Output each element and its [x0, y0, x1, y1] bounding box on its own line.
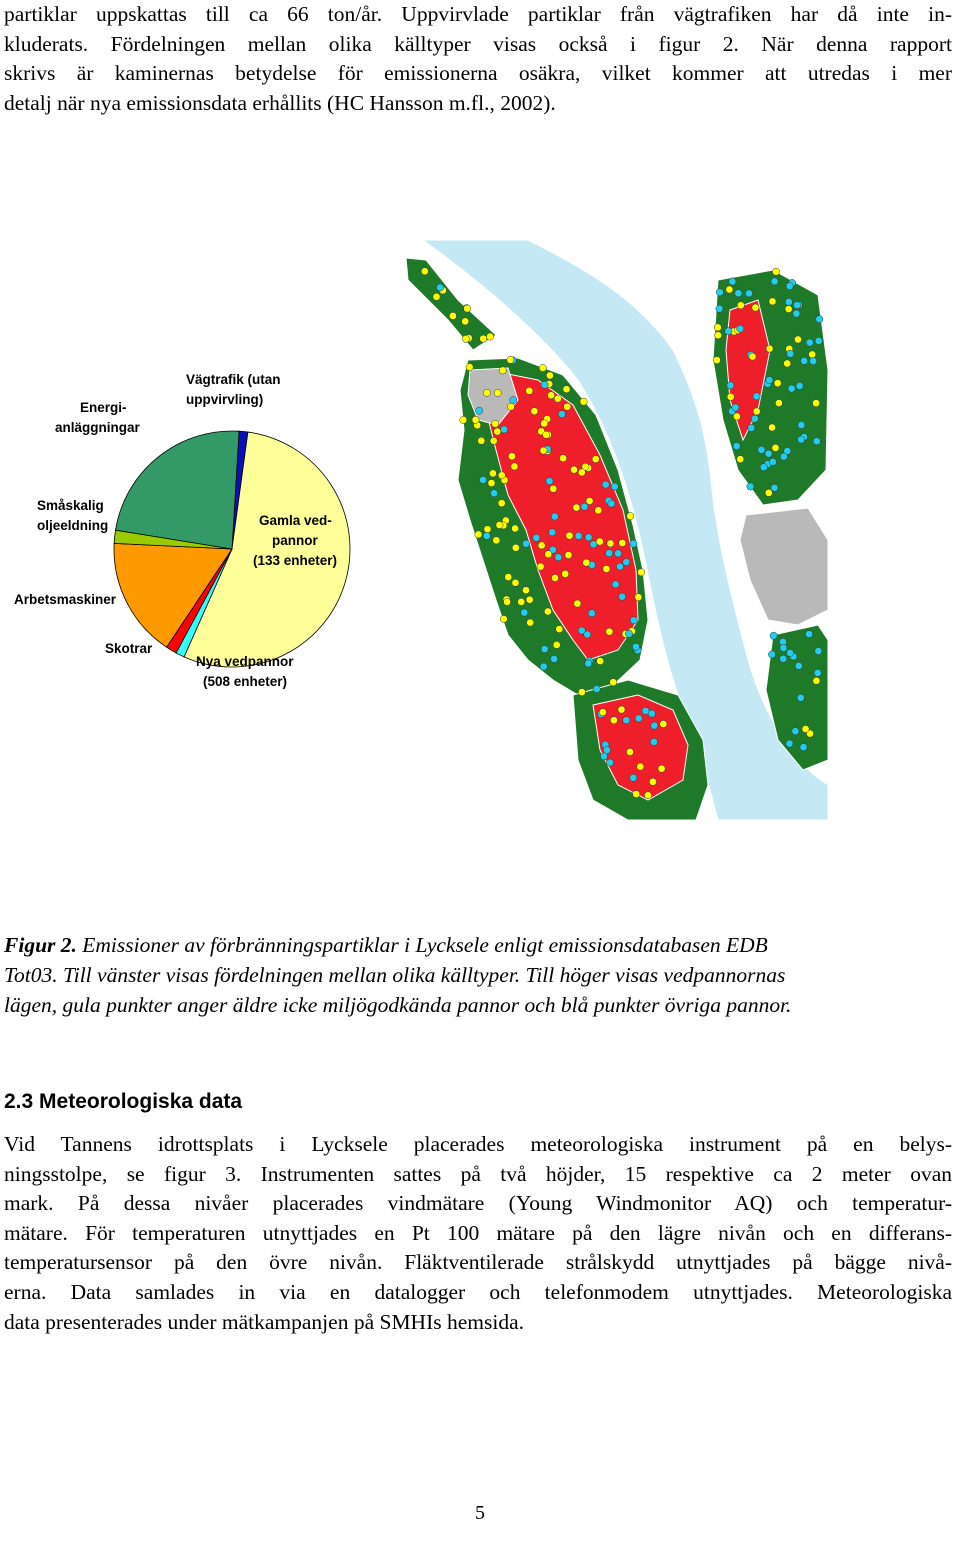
- pie-label-skotrar: [105, 641, 153, 656]
- old-boiler-point: [512, 544, 519, 551]
- new-boiler-point: [798, 421, 805, 428]
- old-boiler-point: [527, 619, 534, 626]
- old-boiler-point: [638, 569, 645, 576]
- page-number: 5: [475, 1502, 485, 1524]
- old-boiler-point: [570, 466, 577, 473]
- old-boiler-point: [494, 389, 501, 396]
- new-boiler-point: [551, 655, 558, 662]
- figure-label: Figur 2.: [4, 933, 77, 957]
- new-boiler-point: [786, 740, 793, 747]
- body-line: data presenterades under mätkampanjen på SMHIs hemsida.: [4, 1309, 525, 1334]
- new-boiler-point: [585, 660, 592, 667]
- new-boiler-point: [800, 744, 807, 751]
- pie-chart: [0, 360, 370, 700]
- old-boiler-point: [460, 416, 467, 423]
- old-boiler-point: [566, 532, 573, 539]
- new-boiler-point: [491, 490, 498, 497]
- pie-label-line: Vägtrafik (utan: [186, 372, 281, 387]
- section-paragraph: [4, 1130, 952, 1337]
- old-boiler-point: [518, 598, 525, 605]
- old-boiler-point: [775, 400, 782, 407]
- new-boiler-point: [521, 609, 528, 616]
- lycksele-map: [378, 240, 828, 820]
- old-boiler-point: [462, 318, 469, 325]
- new-boiler-point: [585, 534, 592, 541]
- new-boiler-point: [603, 747, 610, 754]
- pie-label-smaskalig: [37, 498, 108, 533]
- intro-line: partiklar uppskattas till ca 66 ton/år. Uppvirvlade partiklar från vägtrafiken har då inte in-: [4, 2, 952, 26]
- new-boiler-point: [650, 738, 657, 745]
- pie-label-line: pannor: [272, 533, 318, 548]
- new-boiler-point: [815, 337, 822, 344]
- old-boiler-point: [595, 507, 602, 514]
- body-line: temperatursensor på den övre nivån. Fläktventilerade strålskydd utnyttjades på bägge nivå-: [4, 1250, 952, 1275]
- old-boiler-point: [772, 444, 779, 451]
- pie-label-line: (133 enheter): [253, 553, 338, 568]
- new-boiler-point: [593, 685, 600, 692]
- old-boiler-point: [508, 453, 515, 460]
- intro-paragraph: [4, 0, 952, 118]
- new-boiler-point: [792, 728, 799, 735]
- old-boiler-point: [592, 456, 599, 463]
- old-boiler-point: [769, 298, 776, 305]
- old-boiler-point: [610, 679, 617, 686]
- old-boiler-point: [574, 600, 581, 607]
- new-boiler-point: [797, 694, 804, 701]
- new-boiler-point: [602, 481, 609, 488]
- old-boiler-point: [483, 389, 490, 396]
- new-boiler-point: [437, 284, 444, 291]
- new-boiler-point: [794, 302, 801, 309]
- old-boiler-point: [580, 398, 587, 405]
- new-boiler-point: [612, 581, 619, 588]
- old-boiler-point: [478, 437, 485, 444]
- new-boiler-point: [813, 438, 820, 445]
- old-boiler-point: [737, 456, 744, 463]
- new-boiler-point: [815, 648, 822, 655]
- old-boiler-point: [794, 336, 801, 343]
- new-boiler-point: [766, 376, 773, 383]
- new-boiler-point: [606, 759, 613, 766]
- new-boiler-point: [747, 483, 754, 490]
- old-boiler-point: [578, 689, 585, 696]
- old-boiler-point: [498, 500, 505, 507]
- new-boiler-point: [611, 483, 618, 490]
- old-boiler-point: [537, 563, 544, 570]
- old-boiler-point: [560, 455, 567, 462]
- old-boiler-point: [637, 763, 644, 770]
- new-boiler-point: [558, 411, 565, 418]
- old-boiler-point: [769, 424, 776, 431]
- old-boiler-point: [489, 470, 496, 477]
- new-boiler-point: [801, 357, 808, 364]
- new-boiler-point: [716, 289, 723, 296]
- new-boiler-point: [769, 458, 776, 465]
- old-boiler-point: [603, 565, 610, 572]
- new-boiler-point: [480, 476, 487, 483]
- new-boiler-point: [727, 382, 734, 389]
- new-boiler-point: [510, 397, 517, 404]
- old-boiler-point: [433, 293, 440, 300]
- old-boiler-point: [512, 525, 519, 532]
- new-boiler-point: [806, 631, 813, 638]
- old-boiler-point: [512, 579, 519, 586]
- section-heading: 2.3 Meteorologiska data: [4, 1090, 243, 1113]
- old-boiler-point: [597, 658, 604, 665]
- old-boiler-point: [496, 521, 503, 528]
- old-boiler-point: [462, 335, 469, 342]
- new-boiler-point: [795, 662, 802, 669]
- new-boiler-point: [648, 710, 655, 717]
- old-boiler-point: [484, 526, 491, 533]
- pie-slices: [114, 431, 350, 667]
- body-line: mark. På dessa nivåer placerades vindmätare (Young Windmonitor AQ) och temperatur-: [4, 1191, 952, 1216]
- new-boiler-point: [483, 532, 490, 539]
- pie-label-nya: [196, 654, 294, 689]
- old-boiler-point: [543, 431, 550, 438]
- old-boiler-point: [578, 469, 585, 476]
- pie-label-line: Arbetsmaskiner: [14, 592, 117, 607]
- pie-label-line: (508 enheter): [203, 674, 288, 689]
- body-line: Vid Tannens idrottsplats i Lycksele placerades meteorologiska instrument på en belys-: [4, 1132, 952, 1156]
- old-boiler-point: [504, 598, 511, 605]
- old-boiler-point: [607, 540, 614, 547]
- old-boiler-point: [618, 706, 625, 713]
- old-boiler-point: [733, 413, 740, 420]
- old-boiler-point: [606, 628, 613, 635]
- new-boiler-point: [771, 484, 778, 491]
- old-boiler-point: [487, 333, 494, 340]
- old-boiler-point: [475, 531, 482, 538]
- old-boiler-point: [554, 395, 561, 402]
- old-boiler-point: [494, 428, 501, 435]
- new-boiler-point: [793, 310, 800, 317]
- new-boiler-point: [581, 503, 588, 510]
- new-boiler-point: [476, 407, 483, 414]
- new-boiler-point: [541, 646, 548, 653]
- old-boiler-point: [727, 393, 734, 400]
- new-boiler-point: [615, 550, 622, 557]
- old-boiler-point: [627, 513, 634, 520]
- old-boiler-point: [635, 594, 642, 601]
- pie-label-line: Energi-: [80, 400, 127, 415]
- new-boiler-point: [765, 450, 772, 457]
- new-boiler-point: [737, 325, 744, 332]
- new-boiler-point: [651, 722, 658, 729]
- old-boiler-point: [562, 570, 569, 577]
- old-boiler-point: [493, 537, 500, 544]
- new-boiler-point: [623, 559, 630, 566]
- old-boiler-point: [546, 372, 553, 379]
- old-boiler-point: [540, 447, 547, 454]
- old-boiler-point: [586, 497, 593, 504]
- old-boiler-point: [596, 538, 603, 545]
- old-boiler-point: [550, 485, 557, 492]
- new-boiler-point: [540, 663, 547, 670]
- new-boiler-point: [751, 415, 758, 422]
- pie-label-line: Skotrar: [105, 641, 153, 656]
- new-boiler-point: [725, 328, 732, 335]
- new-boiler-point: [787, 649, 794, 656]
- old-boiler-point: [633, 790, 640, 797]
- old-boiler-point: [649, 778, 656, 785]
- new-boiler-point: [635, 715, 642, 722]
- new-boiler-point: [555, 554, 562, 561]
- old-boiler-point: [498, 472, 505, 479]
- old-boiler-point: [507, 403, 514, 410]
- figure-2: [0, 235, 960, 835]
- new-boiler-point: [735, 290, 742, 297]
- old-boiler-point: [619, 539, 626, 546]
- old-boiler-point: [556, 626, 563, 633]
- old-boiler-point: [765, 489, 772, 496]
- old-boiler-point: [573, 504, 580, 511]
- old-boiler-point: [526, 596, 533, 603]
- new-boiler-point: [796, 382, 803, 389]
- old-boiler-point: [480, 335, 487, 342]
- old-boiler-point: [564, 403, 571, 410]
- old-boiler-point: [785, 306, 792, 313]
- old-boiler-point: [421, 268, 428, 275]
- old-boiler-point: [766, 345, 773, 352]
- old-boiler-point: [563, 386, 570, 393]
- old-boiler-point: [713, 357, 720, 364]
- old-boiler-point: [644, 792, 651, 799]
- pie-label-vagtrafik: [186, 372, 281, 407]
- old-boiler-point: [802, 725, 809, 732]
- new-boiler-point: [623, 717, 630, 724]
- intro-line: kluderats. Fördelningen mellan olika källtyper visas också i figur 2. När denna rapport: [4, 31, 952, 56]
- new-boiler-point: [632, 643, 639, 650]
- old-boiler-point: [464, 305, 471, 312]
- new-boiler-point: [787, 350, 794, 357]
- new-boiler-point: [630, 540, 637, 547]
- new-boiler-point: [546, 478, 553, 485]
- old-boiler-point: [714, 324, 721, 331]
- pie-label-line: Gamla ved-: [259, 513, 332, 528]
- old-boiler-point: [541, 420, 548, 427]
- old-boiler-point: [490, 437, 497, 444]
- new-boiler-point: [619, 593, 626, 600]
- old-boiler-point: [548, 392, 555, 399]
- old-boiler-point: [658, 765, 665, 772]
- new-boiler-point: [625, 630, 632, 637]
- old-boiler-point: [809, 351, 816, 358]
- old-boiler-point: [466, 364, 473, 371]
- old-boiler-point: [813, 400, 820, 407]
- body-line: ningsstolpe, se figur 3. Instrumenten sattes på två höjder, 15 respektive ca 2 meter ovan: [4, 1161, 952, 1186]
- old-boiler-point: [472, 416, 479, 423]
- new-boiler-point: [771, 278, 778, 285]
- old-boiler-point: [544, 608, 551, 615]
- old-boiler-point: [553, 641, 560, 648]
- old-boiler-point: [626, 748, 633, 755]
- old-boiler-point: [813, 677, 820, 684]
- old-boiler-point: [752, 304, 759, 311]
- old-boiler-point: [753, 408, 760, 415]
- new-boiler-point: [798, 436, 805, 443]
- new-boiler-point: [770, 632, 777, 639]
- new-boiler-point: [606, 550, 613, 557]
- old-boiler-point: [784, 360, 791, 367]
- old-boiler-point: [449, 312, 456, 319]
- new-boiler-point: [760, 464, 767, 471]
- old-boiler-point: [505, 574, 512, 581]
- new-boiler-point: [816, 316, 823, 323]
- old-boiler-point: [737, 302, 744, 309]
- old-boiler-point: [551, 574, 558, 581]
- pie-slice: [116, 431, 240, 549]
- body-line: erna. Data samlades in via en datalogger och telefonmodem utnyttjades. Meteorologiska: [4, 1279, 952, 1304]
- new-boiler-point: [608, 500, 615, 507]
- new-boiler-point: [549, 529, 556, 536]
- old-boiler-point: [499, 367, 506, 374]
- caption-line: [4, 930, 952, 960]
- body-line: mätare. För temperaturen utnyttjades en Pt 100 mätare på den lägre nivån och en differans-: [4, 1220, 952, 1245]
- old-boiler-point: [488, 480, 495, 487]
- new-boiler-point: [575, 532, 582, 539]
- old-boiler-point: [583, 559, 590, 566]
- figure-caption: [4, 930, 952, 1020]
- caption-line: lägen, gula punkter anger äldre icke miljögodkända pannor och blå punkter övriga pannor.: [4, 993, 792, 1017]
- old-boiler-point: [715, 332, 722, 339]
- old-boiler-point: [660, 720, 667, 727]
- new-boiler-point: [806, 339, 813, 346]
- old-boiler-point: [749, 353, 756, 360]
- new-boiler-point: [745, 290, 752, 297]
- new-boiler-point: [733, 443, 740, 450]
- new-boiler-point: [788, 385, 795, 392]
- old-boiler-point: [545, 551, 552, 558]
- new-boiler-point: [780, 453, 787, 460]
- new-boiler-point: [810, 358, 817, 365]
- old-boiler-point: [539, 364, 546, 371]
- pie-label-line: uppvirvling): [186, 392, 264, 407]
- new-boiler-point: [748, 424, 755, 431]
- new-boiler-point: [541, 381, 548, 388]
- intro-line: detalj när nya emissionsdata erhållits (HC Hansson m.fl., 2002).: [4, 90, 556, 115]
- new-boiler-point: [616, 563, 623, 570]
- new-boiler-point: [551, 513, 558, 520]
- pie-label-line: Småskalig: [37, 498, 104, 513]
- old-boiler-point: [774, 380, 781, 387]
- new-boiler-point: [753, 393, 760, 400]
- pie-label-energi: [55, 400, 141, 435]
- new-boiler-point: [758, 446, 765, 453]
- new-boiler-point: [584, 631, 591, 638]
- old-boiler-point: [500, 615, 507, 622]
- old-boiler-point: [726, 286, 733, 293]
- old-boiler-point: [599, 709, 606, 716]
- old-boiler-point: [772, 268, 779, 275]
- new-boiler-point: [786, 283, 793, 290]
- old-boiler-point: [492, 420, 499, 427]
- new-boiler-point: [732, 404, 739, 411]
- old-boiler-point: [531, 408, 538, 415]
- pie-label-line: Nya vedpannor: [196, 654, 294, 669]
- old-boiler-point: [507, 356, 514, 363]
- new-boiler-point: [501, 426, 508, 433]
- new-boiler-point: [729, 278, 736, 285]
- caption-text: Emissioner av förbränningspartiklar i Lycksele enligt emissionsdatabasen EDB: [76, 933, 768, 957]
- new-boiler-point: [780, 655, 787, 662]
- new-boiler-point: [716, 305, 723, 312]
- new-boiler-point: [814, 669, 821, 676]
- old-boiler-point: [565, 552, 572, 559]
- caption-line: Tot03. Till vänster visas fördelningen mellan olika källtyper. Till höger visas vedpannornas: [4, 963, 786, 987]
- new-boiler-point: [533, 534, 540, 541]
- old-boiler-point: [522, 587, 529, 594]
- intro-line: skrivs är kaminernas betydelse för emissionerna osäkra, vilket kommer att utredas i mer: [4, 61, 952, 86]
- new-boiler-point: [588, 610, 595, 617]
- new-boiler-point: [768, 651, 775, 658]
- old-boiler-point: [538, 542, 545, 549]
- pie-label-line: oljeeldning: [37, 518, 109, 533]
- new-boiler-point: [785, 298, 792, 305]
- pie-label-arbetsmaskiner: [14, 592, 117, 607]
- old-boiler-point: [526, 387, 533, 394]
- new-boiler-point: [630, 774, 637, 781]
- new-boiler-point: [780, 644, 787, 651]
- old-boiler-point: [610, 717, 617, 724]
- pie-label-line: anläggningar: [55, 420, 140, 435]
- new-boiler-point: [630, 617, 637, 624]
- old-boiler-point: [511, 463, 518, 470]
- new-boiler-point: [522, 540, 529, 547]
